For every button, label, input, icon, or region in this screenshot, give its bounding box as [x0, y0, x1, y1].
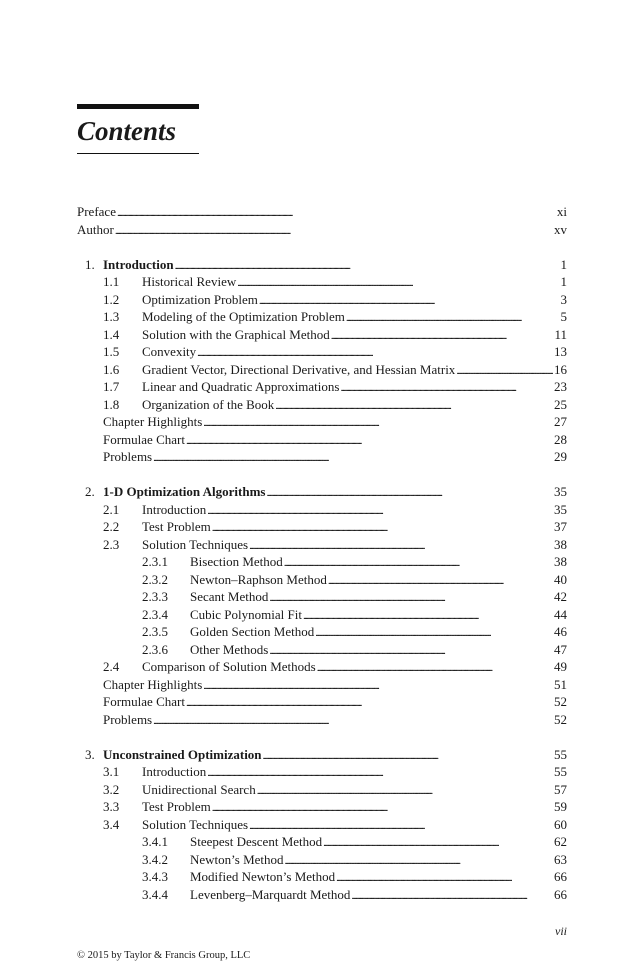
entry-page-number: 47	[554, 641, 567, 657]
table-of-contents	[77, 203, 567, 903]
toc-section-entry	[77, 501, 567, 519]
toc-chapter-extra-entry	[77, 676, 567, 694]
entry-number: 2.2	[103, 519, 120, 534]
entry-number: 3.4.2	[142, 851, 168, 867]
dot-leader	[115, 221, 553, 241]
toc-chapter-entry	[77, 746, 567, 764]
entry-label: Solution Techniques	[142, 536, 249, 552]
entry-label: Comparison of Solution Methods	[142, 659, 316, 674]
entry-page-number: 44	[554, 606, 567, 622]
toc-section-entry	[77, 781, 567, 799]
entry-number: 2.	[85, 484, 95, 499]
entry-label: Problems	[103, 449, 153, 464]
entry-page-number: 37	[554, 519, 567, 534]
entry-page-number: 5	[560, 309, 567, 324]
entry-page-number: 38	[554, 554, 567, 569]
entry-number: 2.3	[103, 536, 120, 552]
entry-label: Modeling of the Optimization Problem	[142, 309, 345, 324]
toc-front-matter-entry	[77, 203, 567, 221]
toc-chapter-extra-entry	[77, 711, 567, 729]
spacer	[77, 238, 567, 256]
entry-page-number: 29	[554, 449, 567, 464]
entry-page-number: 42	[554, 589, 567, 604]
entry-label: Introduction	[103, 256, 174, 272]
entry-page-number: 25	[554, 396, 567, 412]
toc-section-entry	[77, 763, 567, 781]
entry-label: Problems	[103, 711, 153, 727]
entry-page-number: 1	[560, 256, 567, 272]
entry-page-number: 63	[554, 851, 567, 867]
entry-label: Solution with the Graphical Method	[142, 326, 330, 342]
entry-label: Formulae Chart	[103, 694, 185, 709]
entry-label: Convexity	[142, 344, 197, 359]
entry-page-number: 62	[554, 834, 567, 849]
spacer	[77, 728, 567, 746]
entry-page-number: 66	[554, 886, 567, 902]
toc-section-entry	[77, 361, 567, 379]
entry-label: Secant Method	[190, 589, 269, 604]
toc-chapter-entry	[77, 483, 567, 501]
entry-number: 3.3	[103, 799, 120, 814]
entry-label: Chapter Highlights	[103, 414, 203, 429]
entry-page-number: 52	[554, 711, 567, 727]
entry-number: 2.3.6	[142, 641, 168, 657]
entry-label: Newton’s Method	[190, 851, 284, 867]
entry-label: Introduction	[142, 764, 207, 779]
entry-label: Bisection Method	[190, 554, 283, 569]
dot-leader	[153, 711, 553, 731]
toc-section-entry	[77, 343, 567, 361]
toc-front-matter-entry	[77, 221, 567, 239]
entry-page-number: 11	[554, 326, 567, 342]
toc-subsection-entry	[77, 868, 567, 886]
entry-page-number: 28	[554, 431, 567, 447]
entry-page-number: 59	[554, 799, 567, 814]
toc-subsection-entry	[77, 851, 567, 869]
entry-number: 3.2	[103, 781, 120, 797]
entry-number: 2.1	[103, 501, 120, 517]
toc-section-entry	[77, 518, 567, 536]
entry-label: Cubic Polynomial Fit	[190, 606, 302, 622]
toc-section-entry	[77, 658, 567, 676]
entry-number: 1.6	[103, 361, 120, 377]
entry-label: Modified Newton’s Method	[190, 869, 336, 884]
entry-number: 3.4.4	[142, 886, 168, 902]
entry-label: Organization of the Book	[142, 396, 275, 412]
entry-number: 2.4	[103, 659, 120, 674]
entry-number: 3.4.3	[142, 869, 168, 884]
entry-page-number: 60	[554, 816, 567, 832]
entry-page-number: 55	[554, 764, 567, 779]
entry-label: Steepest Descent Method	[190, 834, 323, 849]
toc-section-entry	[77, 273, 567, 291]
entry-label: Optimization Problem	[142, 291, 258, 307]
entry-page-number: 46	[554, 624, 567, 639]
spacer	[77, 466, 567, 484]
entry-page-number: 49	[554, 659, 567, 674]
toc-section-entry	[77, 396, 567, 414]
entry-page-number: 35	[554, 484, 567, 499]
entry-label: Linear and Quadratic Approximations	[142, 379, 340, 394]
entry-label: 1-D Optimization Algorithms	[103, 484, 266, 499]
entry-label: Golden Section Method	[190, 624, 315, 639]
entry-label: Other Methods	[190, 641, 269, 657]
entry-page-number: 27	[554, 414, 567, 429]
entry-page-number: 16	[554, 361, 567, 377]
entry-label: Test Problem	[142, 799, 211, 814]
dot-leader	[153, 448, 553, 468]
entry-page-number: 38	[554, 536, 567, 552]
toc-subsection-entry	[77, 553, 567, 571]
toc-section-entry	[77, 378, 567, 396]
toc-subsection-entry	[77, 833, 567, 851]
entry-label: Introduction	[142, 501, 207, 517]
entry-label: Author	[77, 221, 114, 237]
entry-page-number: 55	[554, 746, 567, 762]
entry-label: Newton–Raphson Method	[190, 571, 327, 587]
entry-label: Formulae Chart	[103, 431, 185, 447]
entry-label: Solution Techniques	[142, 816, 249, 832]
entry-page-number: 66	[554, 869, 567, 884]
toc-section-entry	[77, 816, 567, 834]
entry-number: 2.3.4	[142, 606, 168, 622]
entry-page-number: 13	[554, 344, 567, 359]
page-number: vii	[555, 924, 567, 938]
copyright-notice: © 2015 by Taylor & Francis Group, LLC	[77, 950, 251, 961]
entry-number: 1.3	[103, 309, 120, 324]
entry-number: 2.3.1	[142, 554, 168, 569]
entry-label: Gradient Vector, Directional Derivative, and Hessian Matrix	[142, 361, 456, 377]
entry-page-number: 35	[554, 501, 567, 517]
toc-section-entry	[77, 308, 567, 326]
entry-number: 3.4	[103, 816, 120, 832]
toc-subsection-entry	[77, 606, 567, 624]
entry-number: 1.	[85, 256, 95, 272]
entry-page-number: 3	[560, 291, 567, 307]
entry-label: Chapter Highlights	[103, 676, 203, 692]
toc-subsection-entry	[77, 588, 567, 606]
entry-label: Preface	[77, 204, 116, 219]
entry-page-number: 51	[554, 676, 567, 692]
title-rule-top	[77, 104, 199, 109]
toc-chapter-extra-entry	[77, 448, 567, 466]
toc-section-entry	[77, 536, 567, 554]
entry-number: 2.3.5	[142, 624, 168, 639]
entry-number: 3.	[85, 746, 95, 762]
toc-section-entry	[77, 291, 567, 309]
entry-page-number: 23	[554, 379, 567, 394]
entry-page-number: 1	[560, 274, 567, 289]
toc-chapter-extra-entry	[77, 413, 567, 431]
entry-page-number: 57	[554, 781, 567, 797]
dot-leader	[351, 886, 553, 906]
entry-number: 3.4.1	[142, 834, 168, 849]
entry-label: Unconstrained Optimization	[103, 746, 262, 762]
entry-number: 1.8	[103, 396, 120, 412]
title-rule-bottom	[77, 153, 199, 154]
toc-section-entry	[77, 326, 567, 344]
entry-label: Historical Review	[142, 274, 237, 289]
entry-number: 2.3.3	[142, 589, 168, 604]
toc-subsection-entry	[77, 886, 567, 904]
toc-chapter-extra-entry	[77, 431, 567, 449]
toc-section-entry	[77, 798, 567, 816]
entry-page-number: 40	[554, 571, 567, 587]
entry-page-number: xv	[554, 221, 567, 237]
entry-label: Test Problem	[142, 519, 211, 534]
entry-number: 1.4	[103, 326, 120, 342]
page-title: Contents	[77, 116, 177, 146]
entry-number: 2.3.2	[142, 571, 168, 587]
entry-number: 3.1	[103, 764, 120, 779]
toc-subsection-entry	[77, 623, 567, 641]
entry-number: 1.1	[103, 274, 120, 289]
toc-chapter-extra-entry	[77, 693, 567, 711]
entry-label: Levenberg–Marquardt Method	[190, 886, 351, 902]
toc-chapter-entry	[77, 256, 567, 274]
toc-subsection-entry	[77, 641, 567, 659]
entry-number: 1.7	[103, 379, 120, 394]
entry-number: 1.5	[103, 344, 120, 359]
entry-label: Unidirectional Search	[142, 781, 256, 797]
toc-subsection-entry	[77, 571, 567, 589]
entry-page-number: xi	[556, 204, 567, 219]
entry-number: 1.2	[103, 291, 120, 307]
entry-page-number: 52	[554, 694, 567, 709]
